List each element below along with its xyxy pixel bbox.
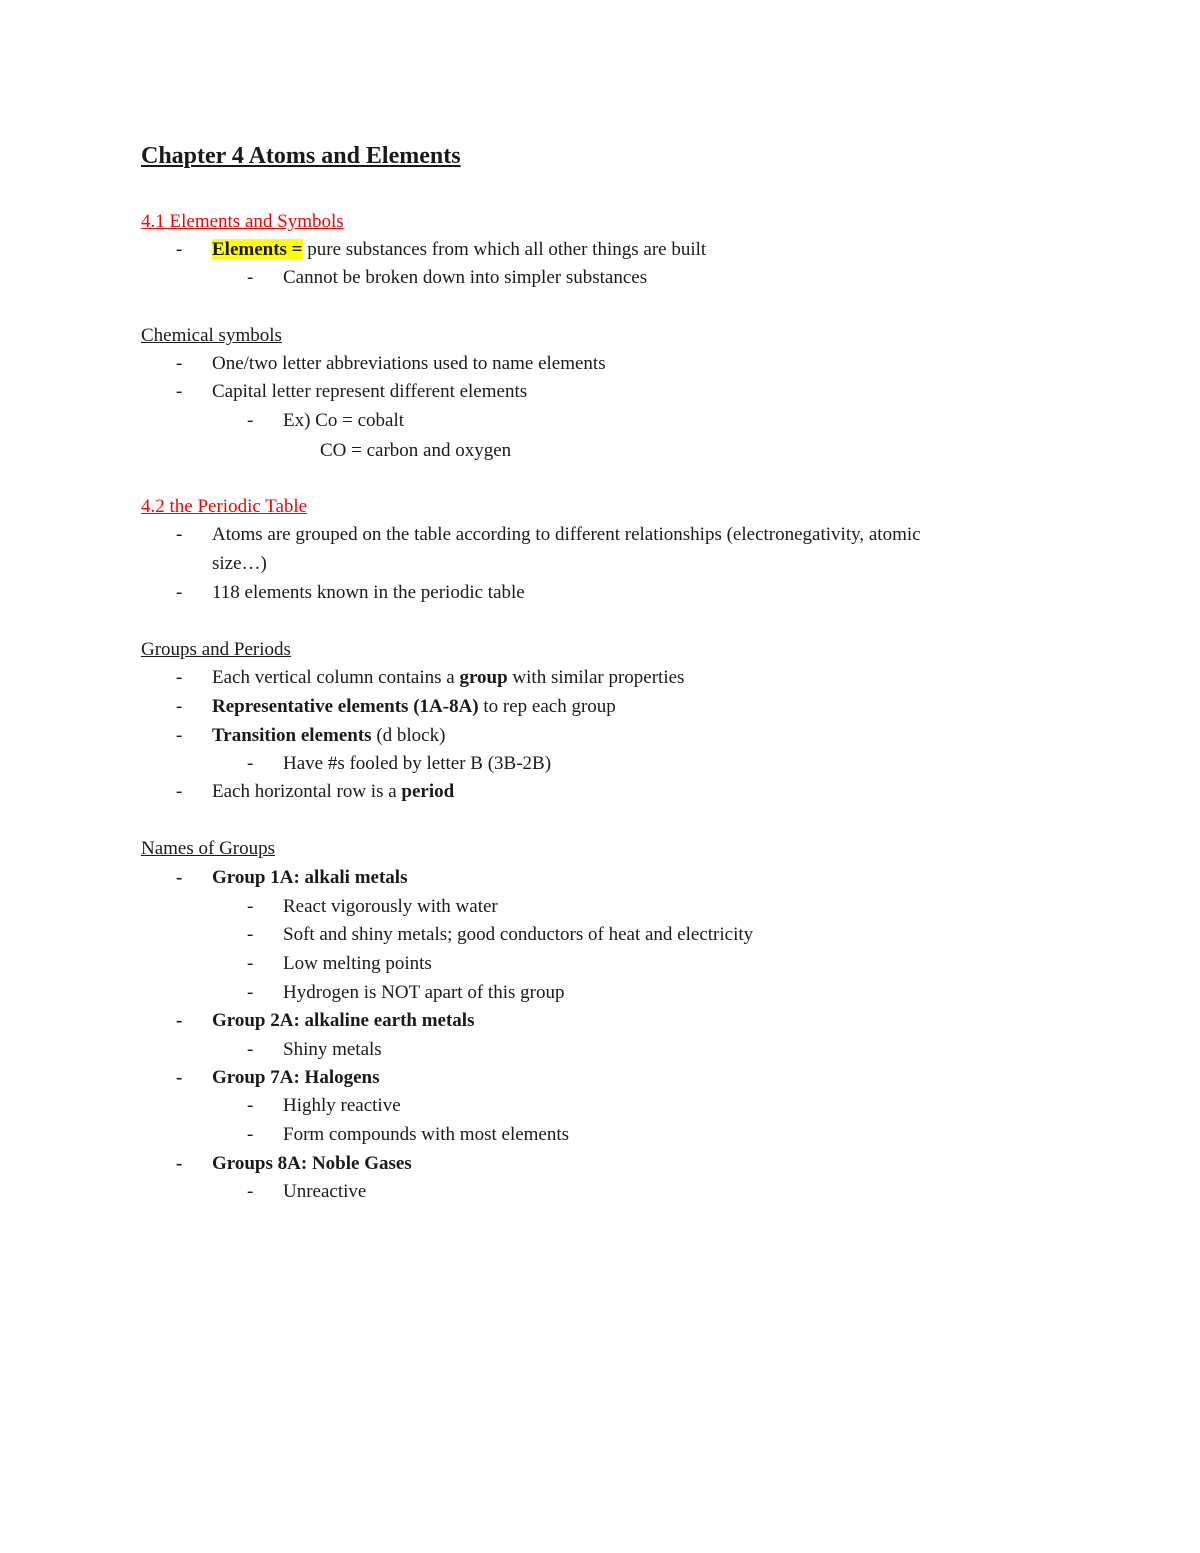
sub-bullet-dash: - xyxy=(247,1039,254,1060)
bullet-dash: - xyxy=(176,696,183,717)
term-representative: Representative elements (1A-8A) xyxy=(212,696,479,717)
bullet-dash: - xyxy=(176,725,183,746)
list-item-transition xyxy=(212,723,445,749)
sub-bullet-dash: - xyxy=(247,1181,254,1202)
bullet-dash: - xyxy=(176,582,183,603)
term-transition: Transition elements xyxy=(212,725,372,746)
sub-list-item: Form compounds with most elements xyxy=(283,1124,570,1145)
text: Each vertical column contains a xyxy=(212,667,460,688)
section-heading-groups-periods: Groups and Periods xyxy=(141,639,291,660)
text: to rep each group xyxy=(478,696,616,717)
bullet-dash: - xyxy=(176,1010,183,1031)
list-item: Capital letter represent different elements xyxy=(212,381,528,402)
section-heading-elements-symbols: 4.1 Elements and Symbols xyxy=(141,211,344,232)
sub-list-item: Have #s fooled by letter B (3B-2B) xyxy=(283,753,552,774)
list-item-line-1: Atoms are grouped on the table according to different relationships (electronegativity, atomic xyxy=(212,524,921,545)
section-heading-chemical-symbols: Chemical symbols xyxy=(141,325,282,346)
sub-list-item: Ex) Co = cobalt xyxy=(283,410,404,431)
list-item-group-8a: Groups 8A: Noble Gases xyxy=(212,1153,412,1174)
bullet-dash: - xyxy=(176,524,183,545)
sub-bullet-dash: - xyxy=(247,1124,254,1145)
sub-list-item-continuation: CO = carbon and oxygen xyxy=(320,440,512,461)
bullet-dash: - xyxy=(176,381,183,402)
list-item-representative xyxy=(212,694,616,720)
text: with similar properties xyxy=(507,667,685,688)
list-item: 118 elements known in the periodic table xyxy=(212,582,525,603)
list-item-group-2a: Group 2A: alkaline earth metals xyxy=(212,1010,475,1031)
definition-elements: pure substances from which all other things are built xyxy=(302,239,707,260)
section-heading-names-of-groups: Names of Groups xyxy=(141,838,276,859)
text: Each horizontal row is a xyxy=(212,781,402,802)
term-elements: Elements = xyxy=(212,239,303,260)
list-item-group xyxy=(212,665,684,691)
bullet-dash: - xyxy=(176,1153,183,1174)
sub-list-item: Unreactive xyxy=(283,1181,367,1202)
sub-list-item: Cannot be broken down into simpler substances xyxy=(283,267,648,288)
sub-bullet-dash: - xyxy=(247,953,254,974)
section-heading-periodic-table: 4.2 the Periodic Table xyxy=(141,496,308,517)
sub-bullet-dash: - xyxy=(247,267,254,288)
list-item: One/two letter abbreviations used to name elements xyxy=(212,353,606,374)
sub-bullet-dash: - xyxy=(247,896,254,917)
sub-bullet-dash: - xyxy=(247,982,254,1003)
term-period: period xyxy=(401,781,455,802)
list-item-period xyxy=(212,779,454,805)
bullet-dash: - xyxy=(176,781,183,802)
bullet-dash: - xyxy=(176,867,183,888)
sub-list-item: Low melting points xyxy=(283,953,432,974)
list-item-elements xyxy=(212,237,706,263)
sub-list-item: Soft and shiny metals; good conductors of heat and electricity xyxy=(283,924,754,945)
bullet-dash: - xyxy=(176,239,183,260)
sub-bullet-dash: - xyxy=(247,1095,254,1116)
bullet-dash: - xyxy=(176,1067,183,1088)
bullet-dash: - xyxy=(176,353,183,374)
page-title: Chapter 4 Atoms and Elements xyxy=(141,143,461,169)
sub-list-item: Shiny metals xyxy=(283,1039,382,1060)
sub-bullet-dash: - xyxy=(247,924,254,945)
sub-list-item: React vigorously with water xyxy=(283,896,498,917)
term-group: group xyxy=(459,667,508,688)
sub-bullet-dash: - xyxy=(247,753,254,774)
sub-list-item: Highly reactive xyxy=(283,1095,401,1116)
sub-bullet-dash: - xyxy=(247,410,254,431)
list-item-line-2: size…) xyxy=(212,553,267,574)
list-item-group-7a: Group 7A: Halogens xyxy=(212,1067,380,1088)
text: (d block) xyxy=(371,725,446,746)
list-item-group-1a: Group 1A: alkali metals xyxy=(212,867,408,888)
bullet-dash: - xyxy=(176,667,183,688)
sub-list-item: Hydrogen is NOT apart of this group xyxy=(283,982,565,1003)
